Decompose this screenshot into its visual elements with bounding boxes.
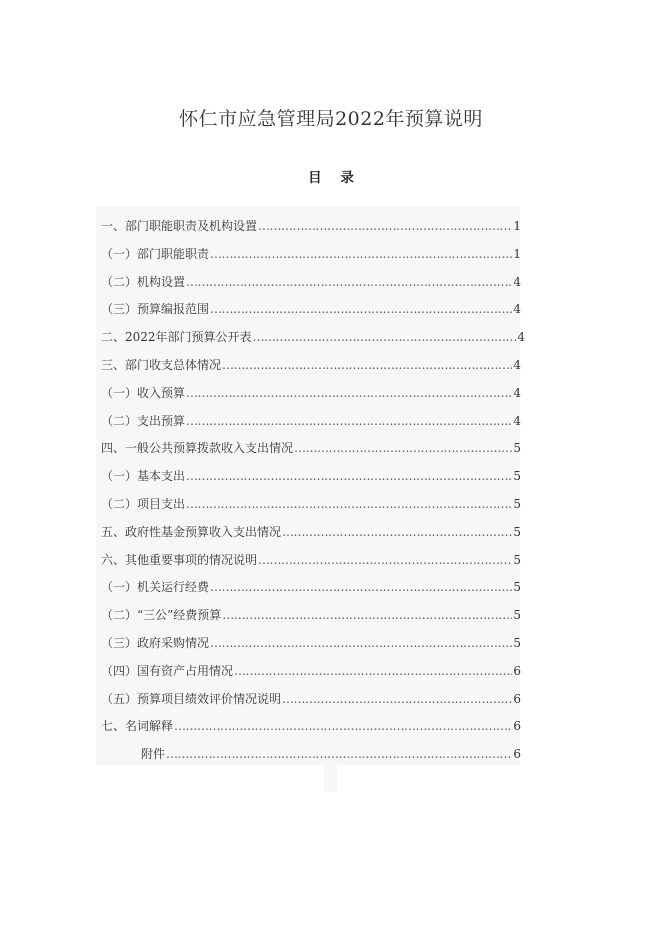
toc-entry[interactable] xyxy=(101,435,521,463)
toc-entry-page: 5 xyxy=(513,580,521,595)
toc-leader-dots xyxy=(234,658,512,686)
toc-entry-page: 1 xyxy=(513,246,521,261)
toc-entry-label: 三、部门收支总体情况 xyxy=(101,357,222,372)
toc-heading: 目 录 xyxy=(308,170,354,186)
toc-entry-label: （三）预算编报范围 xyxy=(101,302,210,317)
toc-entry[interactable] xyxy=(101,408,521,436)
toc-entry-label: 七、名词解释 xyxy=(101,719,174,734)
toc-entry-label: （二）机构设置 xyxy=(101,274,186,289)
toc-entry-label: 五、政府性基金预算收入支出情况 xyxy=(101,524,282,539)
toc-leader-dots xyxy=(294,435,512,463)
toc-entry-page: 6 xyxy=(513,719,521,734)
toc-entry[interactable] xyxy=(101,602,521,630)
toc-entry-page: 4 xyxy=(513,385,521,400)
toc-entry-page: 4 xyxy=(517,330,525,345)
toc-tail-shade xyxy=(324,765,337,792)
toc-entry-label: （四）国有资产占用情况 xyxy=(101,663,234,678)
toc-entry-page: 5 xyxy=(513,441,521,456)
toc-leader-dots xyxy=(210,630,512,658)
toc-entry[interactable] xyxy=(101,686,521,714)
toc-entry-label: 四、一般公共预算拨款收入支出情况 xyxy=(101,441,294,456)
toc-entry-page: 4 xyxy=(513,274,521,289)
toc-entry-page: 6 xyxy=(513,747,521,762)
toc-entry-label: （一）基本支出 xyxy=(101,469,186,484)
toc-entry-label: （二）支出预算 xyxy=(101,413,186,428)
toc-entry[interactable] xyxy=(101,741,521,769)
toc-entry[interactable] xyxy=(101,630,521,658)
toc-entry[interactable] xyxy=(101,547,521,575)
toc-leader-dots xyxy=(258,547,512,575)
toc-entry-page: 4 xyxy=(513,413,521,428)
toc-entry[interactable] xyxy=(101,296,521,324)
toc-leader-dots xyxy=(174,713,512,741)
toc-entry[interactable] xyxy=(101,658,521,686)
toc-entry[interactable] xyxy=(101,213,521,241)
toc-entry[interactable] xyxy=(101,491,521,519)
toc-entry-page: 5 xyxy=(513,496,521,511)
toc-leader-dots xyxy=(282,519,512,547)
toc-leader-dots xyxy=(186,491,512,519)
toc-entry-label: （五）预算项目绩效评价情况说明 xyxy=(101,691,282,706)
toc-entry[interactable] xyxy=(101,519,521,547)
toc-entry-label: （二）项目支出 xyxy=(101,496,186,511)
toc-leader-dots xyxy=(222,352,512,380)
toc-entry-page: 4 xyxy=(513,302,521,317)
toc-entry[interactable] xyxy=(101,574,521,602)
toc-entry-label: 六、其他重要事项的情况说明 xyxy=(101,552,258,567)
toc-entry-label: （二）“三公”经费预算 xyxy=(101,608,222,623)
toc-leader-dots xyxy=(186,380,512,408)
toc-entry-page: 5 xyxy=(513,524,521,539)
toc-entry[interactable] xyxy=(101,380,521,408)
toc-leader-dots xyxy=(186,463,512,491)
toc-leader-dots xyxy=(253,324,517,352)
toc-leader-dots xyxy=(222,602,512,630)
toc-entry[interactable] xyxy=(101,463,521,491)
toc-entry-page: 6 xyxy=(513,663,521,678)
toc-entry-page: 5 xyxy=(513,635,521,650)
toc-entry[interactable] xyxy=(101,352,521,380)
toc-leader-dots xyxy=(210,296,512,324)
toc-leader-dots xyxy=(210,574,512,602)
toc-leader-dots xyxy=(282,686,512,714)
toc-leader-dots xyxy=(210,241,512,269)
toc-leader-dots xyxy=(186,269,512,297)
toc-entry-page: 6 xyxy=(513,691,521,706)
toc-entry[interactable] xyxy=(101,269,521,297)
toc-entry-label: （一）收入预算 xyxy=(101,385,186,400)
toc-entry[interactable] xyxy=(101,241,521,269)
toc-entry-label: 一、部门职能职责及机构设置 xyxy=(101,219,258,233)
toc-entry-label: 二、2022年部门预算公开表 xyxy=(101,330,252,345)
toc-entry[interactable] xyxy=(101,324,525,352)
table-of-contents xyxy=(101,213,525,769)
toc-entry-page: 5 xyxy=(513,469,521,484)
toc-entry[interactable] xyxy=(101,713,521,741)
toc-entry-page: 1 xyxy=(513,219,521,233)
toc-entry-page: 4 xyxy=(513,357,521,372)
toc-entry-label: （一）部门职能职责 xyxy=(101,246,210,261)
toc-entry-page: 5 xyxy=(513,608,521,623)
toc-leader-dots xyxy=(166,741,512,769)
document-title: 怀仁市应急管理局2022年预算说明 xyxy=(179,108,483,130)
toc-entry-page: 5 xyxy=(513,552,521,567)
toc-entry-label: 附件 xyxy=(141,747,166,762)
toc-leader-dots xyxy=(258,213,512,241)
toc-leader-dots xyxy=(186,408,512,436)
toc-entry-label: （一）机关运行经费 xyxy=(101,580,210,595)
toc-entry-label: （三）政府采购情况 xyxy=(101,635,210,650)
